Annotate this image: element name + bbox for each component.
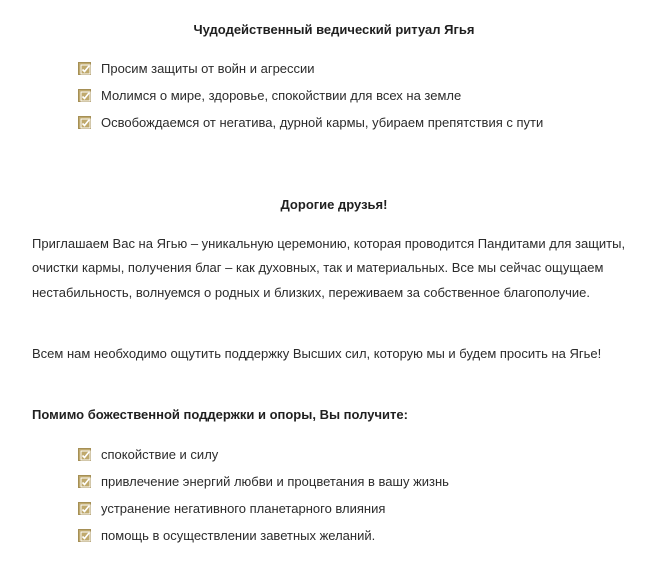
list-item-text: Просим защиты от войн и агрессии: [101, 61, 315, 76]
checkbox-checked-icon: [78, 89, 91, 102]
intro-checklist: [78, 55, 543, 136]
benefits-heading: Помимо божественной поддержки и опоры, Вы получите:: [32, 407, 408, 422]
paragraph-invitation: Приглашаем Вас на Ягью – уникальную церемонию, которая проводится Пандитами для защиты, очистки кармы, получения благ – как духовных, так и материальных. Все мы сейчас ощущаем нестабильность, волнуемся о родных и близких, переживаем за собственное благополучие.: [32, 236, 626, 300]
checkbox-checked-icon: [78, 529, 91, 542]
checkbox-checked-icon: [78, 62, 91, 75]
checkbox-checked-icon: [78, 448, 91, 461]
list-item-text: спокойствие и силу: [101, 447, 219, 462]
document-title: Чудодейственный ведический ритуал Ягья: [193, 22, 475, 37]
list-item: [78, 55, 543, 82]
list-item: [78, 522, 449, 549]
list-item: [78, 468, 449, 495]
benefits-checklist: [78, 441, 449, 549]
list-item-text: помощь в осуществлении заветных желаний.: [101, 528, 376, 543]
greeting-heading: Дорогие друзья!: [280, 197, 388, 212]
list-item-text: Освобождаемся от негатива, дурной кармы, убираем препятствия с пути: [101, 115, 544, 130]
list-item-text: устранение негативного планетарного влияния: [101, 501, 386, 516]
list-item: [78, 109, 543, 136]
list-item: [78, 441, 449, 468]
paragraph-support: Всем нам необходимо ощутить поддержку Высших сил, которую мы и будем просить на Ягье!: [32, 346, 602, 361]
list-item: [78, 495, 449, 522]
checkbox-checked-icon: [78, 116, 91, 129]
list-item-text: Молимся о мире, здоровье, спокойствии для всех на земле: [101, 88, 462, 103]
list-item-text: привлечение энергий любви и процветания в вашу жизнь: [101, 474, 449, 489]
list-item: [78, 82, 543, 109]
checkbox-checked-icon: [78, 502, 91, 515]
checkbox-checked-icon: [78, 475, 91, 488]
